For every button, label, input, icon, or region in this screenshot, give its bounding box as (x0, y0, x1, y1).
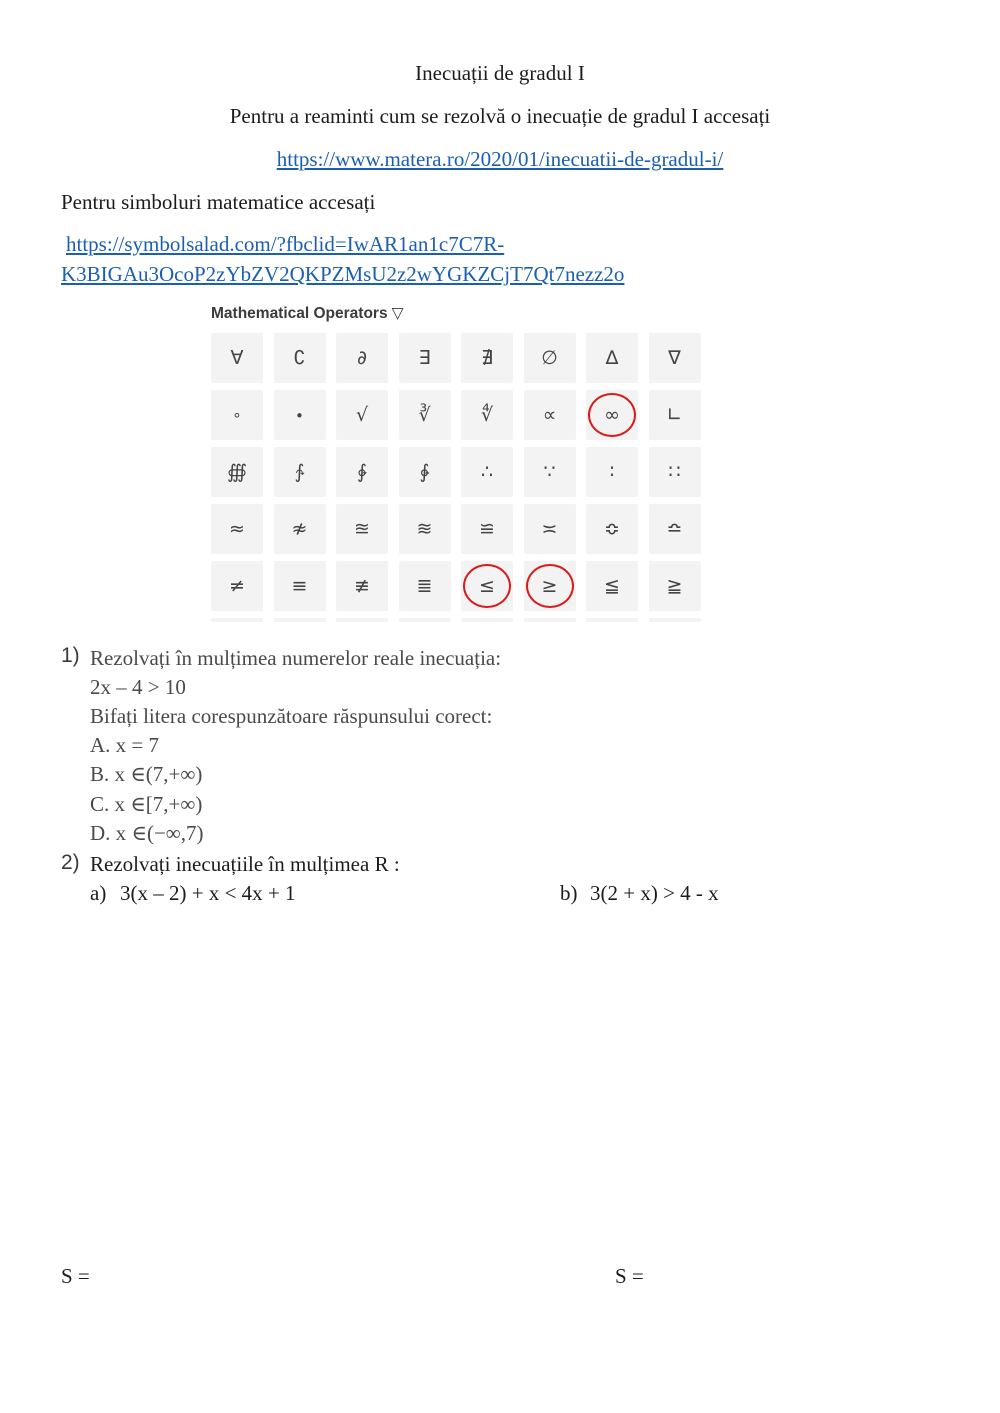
symbol-cell[interactable]: ≠ (211, 561, 263, 611)
solution-a-label: S = (61, 1264, 90, 1288)
symbol-cell[interactable]: √ (336, 390, 388, 440)
symbol-cell[interactable]: ∄ (461, 333, 513, 383)
symbol-cell[interactable]: ≧ (649, 561, 701, 611)
solution-b-label: S = (615, 1264, 644, 1288)
symbol-cell[interactable]: ≦ (586, 561, 638, 611)
red-highlight-circle (526, 564, 574, 608)
symbol-cell[interactable]: ∘ (211, 390, 263, 440)
symbol-cell[interactable]: ∲ (336, 447, 388, 497)
symbol-cell[interactable]: ∱ (274, 447, 326, 497)
exercise2b-expression: 3(2 + x) > 4 - x (590, 881, 719, 905)
symbol-cell[interactable]: ≡ (274, 561, 326, 611)
symbol-cell[interactable]: ≤ (461, 561, 513, 611)
symbol-cell[interactable]: ∴ (461, 447, 513, 497)
symbol-cell[interactable]: ≋ (399, 504, 451, 554)
symbol-cell[interactable]: ≥ (524, 561, 576, 611)
exercise1-instruction: Bifați litera corespunzătoare răspunsului corect: (90, 704, 493, 728)
math-operators-panel (209, 302, 703, 622)
symbol-cell[interactable]: ∰ (211, 447, 263, 497)
worksheet-title: Inecuații de gradul I (415, 61, 585, 85)
symbol-cell[interactable]: ∆ (586, 333, 638, 383)
option-a[interactable]: A. x = 7 (90, 733, 160, 757)
exercise1-prompt: Rezolvați în mulțimea numerelor reale inecuația: (90, 646, 502, 670)
symbol-cell[interactable]: ≍ (524, 504, 576, 554)
exercise2-prompt: Rezolvați inecuațiile în mulțimea R : (90, 852, 400, 876)
symbol-cell-partial (586, 618, 638, 622)
symbol-cell[interactable]: ≎ (586, 504, 638, 554)
option-d[interactable]: D. x ∈(−∞,7) (90, 821, 204, 845)
symbol-cell[interactable]: ≌ (461, 504, 513, 554)
symbol-cell-partial (461, 618, 513, 622)
symbolsalad-link-line1[interactable]: https://symbolsalad.com/?fbclid=IwAR1an1c7C7R- (66, 232, 505, 256)
symbol-cell[interactable]: ≊ (336, 504, 388, 554)
symbol-cell-partial (524, 618, 576, 622)
red-highlight-circle (463, 564, 511, 608)
symbol-cell[interactable]: ≏ (649, 504, 701, 554)
symbol-cell[interactable]: ≉ (274, 504, 326, 554)
triangle-down-icon[interactable]: ▽ (391, 305, 404, 322)
symbol-cell[interactable]: ∞ (586, 390, 638, 440)
symbol-cell-partial (211, 618, 263, 622)
exercise1-number: 1) (61, 644, 80, 667)
symbol-cell[interactable]: ∵ (524, 447, 576, 497)
exercise2a-label: a) (90, 881, 107, 905)
symbol-cell[interactable]: ∝ (524, 390, 576, 440)
symbol-cell[interactable]: ∛ (399, 390, 451, 440)
exercise2-number: 2) (61, 851, 80, 874)
symbol-cell[interactable]: ≈ (211, 504, 263, 554)
symbol-cell[interactable]: ∀ (211, 333, 263, 383)
exercise1-inequality: 2x – 4 > 10 (90, 675, 186, 699)
symbolsalad-link-line2[interactable]: K3BIGAu3OcoP2zYbZV2QKPZMsU2z2wYGKZCjT7Qt7nezz2o (61, 262, 625, 286)
symbol-cell[interactable]: ∳ (399, 447, 451, 497)
symbol-cell[interactable]: ∅ (524, 333, 576, 383)
math-operators-heading: Mathematical Operators ▽ (211, 305, 404, 322)
symbol-cell-partial (399, 618, 451, 622)
intro-text: Pentru a reaminti cum se rezolvă o inecuație de gradul I accesați (229, 104, 771, 128)
symbol-cell[interactable]: ∙ (274, 390, 326, 440)
option-c[interactable]: C. x ∈[7,+∞) (90, 792, 203, 816)
symbol-cell[interactable]: ∷ (649, 447, 701, 497)
symbol-cell[interactable]: ∃ (399, 333, 451, 383)
symbol-cell[interactable]: ∜ (461, 390, 513, 440)
symbol-cell[interactable]: ∇ (649, 333, 701, 383)
symbol-cell[interactable]: ∶ (586, 447, 638, 497)
symbol-cell[interactable]: ∟ (649, 390, 701, 440)
symbol-cell-partial (274, 618, 326, 622)
symbol-cell[interactable]: ≣ (399, 561, 451, 611)
symbol-cell[interactable]: ∁ (274, 333, 326, 383)
red-highlight-circle (588, 393, 636, 437)
symbols-text: Pentru simboluri matematice accesați (61, 190, 376, 214)
matera-link[interactable]: https://www.matera.ro/2020/01/inecuatii-de-gradul-i/ (276, 147, 724, 171)
exercise2a-expression: 3(x – 2) + x < 4x + 1 (120, 881, 296, 905)
symbol-cell[interactable]: ≢ (336, 561, 388, 611)
symbol-cell-partial (649, 618, 701, 622)
option-b[interactable]: B. x ∈(7,+∞) (90, 762, 203, 786)
exercise2b-label: b) (560, 881, 578, 905)
symbol-cell-partial (336, 618, 388, 622)
symbol-cell[interactable]: ∂ (336, 333, 388, 383)
